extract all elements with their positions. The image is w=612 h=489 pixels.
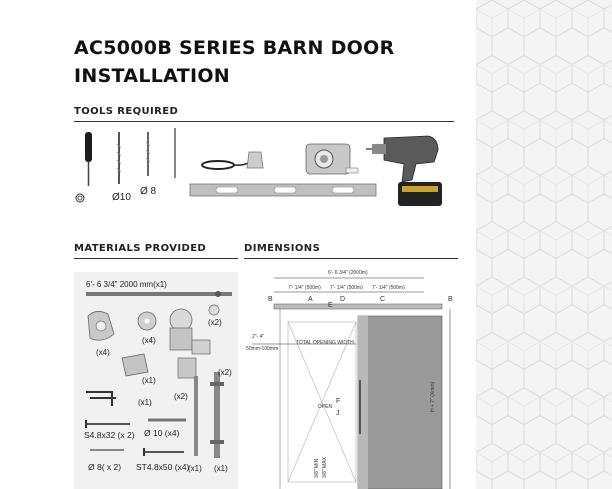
dimensions-diagram — [244, 262, 458, 489]
handle-a-icon — [194, 376, 198, 456]
washer-qty: (x4) — [142, 336, 156, 345]
screw-st48-label: ST4.8x50 (x4) — [136, 462, 190, 472]
tools-graphic — [66, 124, 458, 224]
drill-bit-10-label: Ø10 — [112, 192, 131, 203]
dimensions-heading: DIMENSIONS — [244, 243, 321, 254]
hex-pattern-graphic — [476, 0, 612, 489]
key-qty: (x1) — [138, 398, 152, 407]
offset-dimension: 2"- 4" — [252, 334, 265, 340]
drill-bit-10-icon — [117, 132, 121, 184]
power-drill-icon — [366, 136, 442, 206]
label-e: E — [328, 302, 333, 309]
washer-icon — [138, 312, 156, 330]
floor-guide-icon — [122, 354, 148, 376]
stopper-qty: (x2) — [208, 318, 222, 327]
title-line-1: AC5000B SERIES BARN DOOR — [74, 37, 395, 59]
gap-max-label: 3/8" MAX — [322, 457, 328, 478]
tape-measure-icon — [306, 144, 358, 174]
materials-panel — [74, 272, 238, 489]
materials-divider — [74, 258, 238, 259]
hex-pattern-panel — [476, 0, 612, 489]
tools-illustration — [66, 124, 458, 224]
drill-bit-8-label: Ø 8 — [140, 186, 157, 197]
screw-s48-icon — [86, 420, 130, 428]
handle-b-icon — [210, 372, 224, 458]
segment-d-dimension: 7'- 1/4" (500m) — [330, 285, 363, 291]
gap-min-label: 3/8" MIN — [314, 458, 320, 478]
roller-qty: (x2) — [174, 392, 188, 401]
label-f: F — [336, 398, 341, 405]
label-d: D — [340, 296, 346, 303]
level-icon — [190, 184, 376, 196]
hanger-qty: (x4) — [96, 348, 110, 357]
handle-b-qty: (x1) — [214, 464, 228, 473]
bit8-label: Ø 8( x 2) — [88, 462, 122, 472]
allen-key-icon — [86, 392, 116, 406]
handle-a-qty: (x1) — [188, 464, 202, 473]
label-c: C — [380, 296, 386, 303]
height-dimension: H + 7" (Xmm) — [430, 381, 436, 412]
dimensions-graphic — [244, 262, 458, 489]
anchor-label: Ø 10 (x4) — [144, 428, 180, 438]
segment-c-dimension: 7'- 1/4" (500m) — [372, 285, 405, 291]
label-b-right: B — [448, 296, 453, 303]
roller-icon — [170, 309, 192, 350]
materials-heading: MATERIALS PROVIDED — [74, 243, 207, 254]
chalk-line-icon — [202, 152, 263, 169]
segment-a-dimension: 7'- 1/4" (500m) — [288, 285, 321, 291]
page-title — [74, 34, 454, 90]
guide-qty: (x1) — [142, 376, 156, 385]
drill-bit-8-icon — [146, 132, 150, 176]
dimensions-divider — [244, 258, 458, 259]
opening-width-label: TOTAL OPENING WIDTH — [296, 340, 354, 346]
overall-dimension: 6'- 6 3/4" (2000m) — [328, 270, 368, 276]
rail-label: 6'- 6 3/4" 2000 mm(x1) — [86, 280, 167, 289]
bracket-qty: (x2) — [218, 368, 232, 377]
materials-graphic — [74, 272, 238, 489]
label-j: J — [336, 410, 340, 417]
label-b-left: B — [268, 296, 273, 303]
offset-mm-dimension: 50mm-100mm — [246, 346, 279, 352]
tools-heading: TOOLS REQUIRED — [74, 106, 179, 117]
tools-divider — [74, 121, 454, 122]
open-label: OPEN — [318, 404, 333, 410]
screwdriver-icon — [76, 132, 92, 202]
screw-st48-icon — [144, 448, 184, 456]
label-a: A — [308, 296, 313, 303]
title-line-2: INSTALLATION — [74, 65, 230, 87]
rail-icon — [86, 291, 232, 297]
stopper-icon — [209, 305, 219, 315]
hanger-icon — [88, 311, 114, 340]
screw-s48-label: S4.8x32 (x 2) — [84, 430, 135, 440]
